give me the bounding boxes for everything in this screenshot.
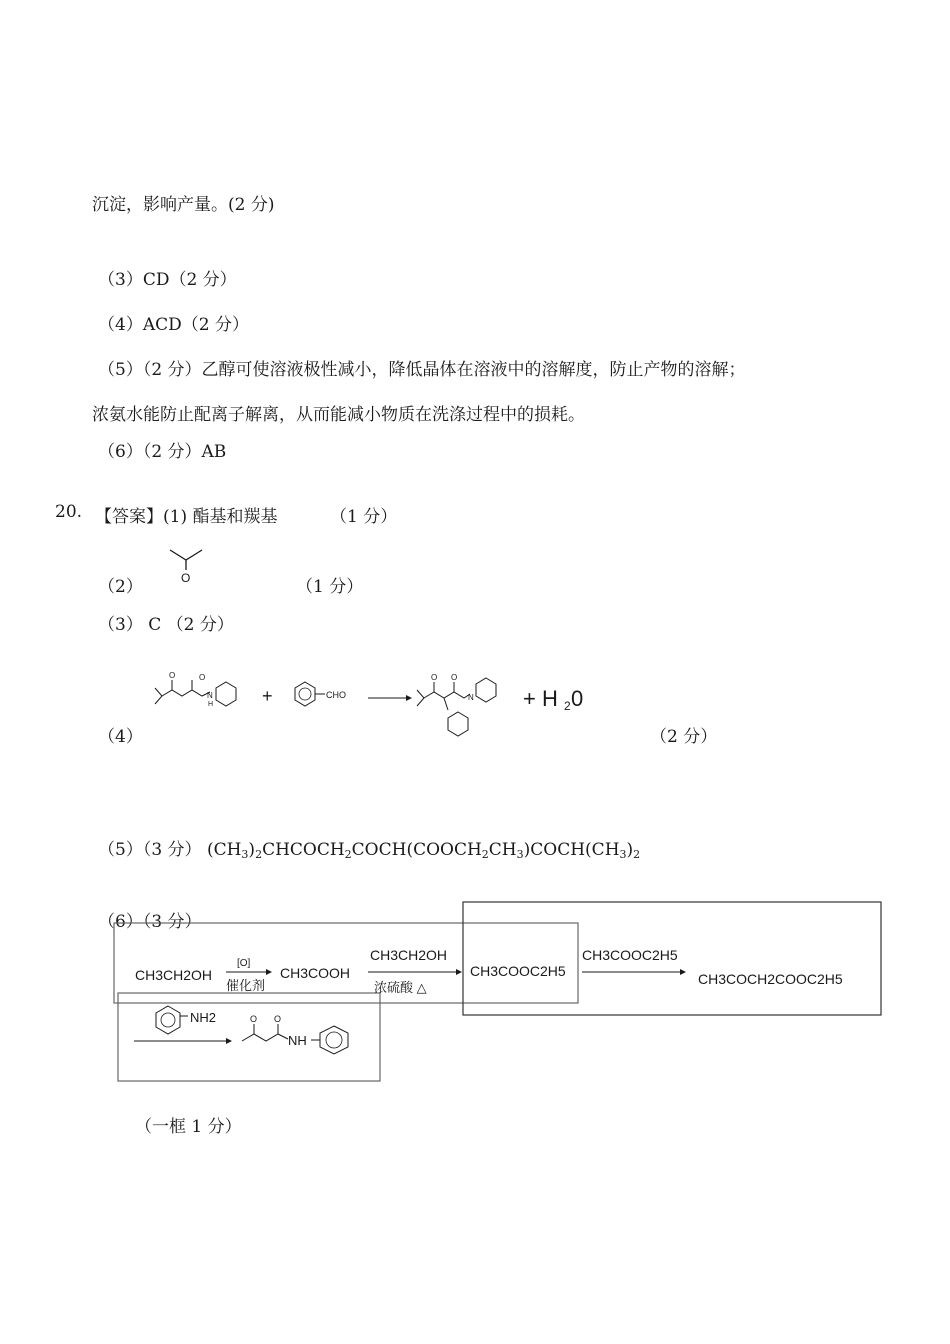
product-amide-oxygen: O	[451, 673, 458, 682]
product-nitrogen-label: N	[468, 693, 474, 702]
scoring-footnote: （一框 1 分）	[135, 1117, 242, 1137]
answer-5-line-2: 浓氨水能防止配离子解离，从而能减小物质在洗涤过程中的损耗。	[92, 405, 585, 425]
oxidation-condition: [O]	[237, 958, 251, 969]
q20-part3: （3） C （2 分）	[98, 615, 234, 635]
answer-3: （3）CD（2 分）	[98, 270, 237, 290]
benzaldehyde-structure	[295, 682, 346, 706]
claisen-reagent: CH3COOC2H5	[582, 947, 678, 963]
cho-label: CHO	[326, 690, 346, 700]
q20-part5	[98, 835, 640, 861]
arrow-4-head	[226, 1038, 232, 1044]
q20-part4-label: （4）	[98, 727, 143, 747]
amide-hydrogen-label: H	[208, 701, 214, 708]
q20-part2-label: （2）	[98, 577, 143, 597]
ethyl-acetate: CH3COOC2H5	[470, 963, 566, 979]
ketone-oxygen-label: O	[169, 671, 176, 680]
water-oxygen: 0	[571, 686, 584, 711]
question-20-header: 【答案】(1) 酯基和羰基	[95, 507, 278, 527]
final-nh-label: NH	[288, 1033, 307, 1048]
q20-part6-label: （6）（3 分）	[98, 912, 202, 932]
answer-6: （6）（2 分）AB	[98, 442, 227, 462]
continued-answer-line: 沉淀，影响产量。(2 分)	[92, 195, 275, 215]
q20-part4-score: （2 分）	[650, 727, 718, 747]
arrow-2-head	[456, 969, 462, 975]
q20-part5-label: （5）（3 分）	[98, 840, 202, 860]
final-ketone-oxygen: O	[250, 1014, 258, 1024]
catalyst-condition: 催化剂	[226, 978, 266, 993]
ethyl-acetoacetate: CH3COCH2COOC2H5	[698, 971, 843, 987]
knoevenagel-reaction-scheme	[140, 660, 600, 750]
water-product-main: + H	[523, 686, 558, 711]
final-amide-oxygen: O	[274, 1014, 282, 1024]
product-structure	[417, 673, 496, 736]
water-subscript: 2	[564, 699, 571, 713]
ethanol-start: CH3CH2OH	[135, 967, 213, 983]
final-amide-product-structure	[242, 1014, 348, 1054]
aniline-reagent-structure	[156, 1006, 216, 1034]
answer-5-line-1: （5）（2 分）乙醇可使溶液极性减小，降低晶体在溶液中的溶解度，防止产物的溶解；	[98, 360, 746, 380]
q20-part5-formula: $(CH_3)_2CHCOCH_2COCH(COOCH_2CH_3)COCH(CH_3)_2$	[206, 840, 641, 861]
question-20-number: 20.	[55, 502, 83, 522]
amide-oxygen-label: O	[199, 673, 206, 682]
reaction-arrow-head	[406, 695, 412, 701]
arrow-1-head	[266, 969, 272, 975]
q20-part2-score: （1 分）	[296, 577, 364, 597]
acetone-structure	[160, 540, 230, 590]
arrow-3-head	[680, 969, 686, 975]
nh2-label: NH2	[190, 1010, 217, 1025]
q20-part1-score: （1 分）	[330, 507, 398, 527]
synthesis-route-diagram	[110, 898, 890, 1088]
acetic-acid: CH3COOH	[280, 965, 351, 981]
product-ketone-oxygen: O	[431, 673, 438, 682]
sulfuric-acid-condition: 浓硫酸 △	[374, 980, 427, 995]
reactant-amide-structure	[155, 671, 236, 708]
answer-4: （4）ACD（2 分）	[98, 315, 249, 335]
plus-sign-1: +	[262, 686, 273, 706]
amide-nitrogen-label: N	[207, 691, 213, 700]
acetone-oxygen-label: O	[181, 571, 191, 585]
esterification-reagent: CH3CH2OH	[370, 947, 448, 963]
